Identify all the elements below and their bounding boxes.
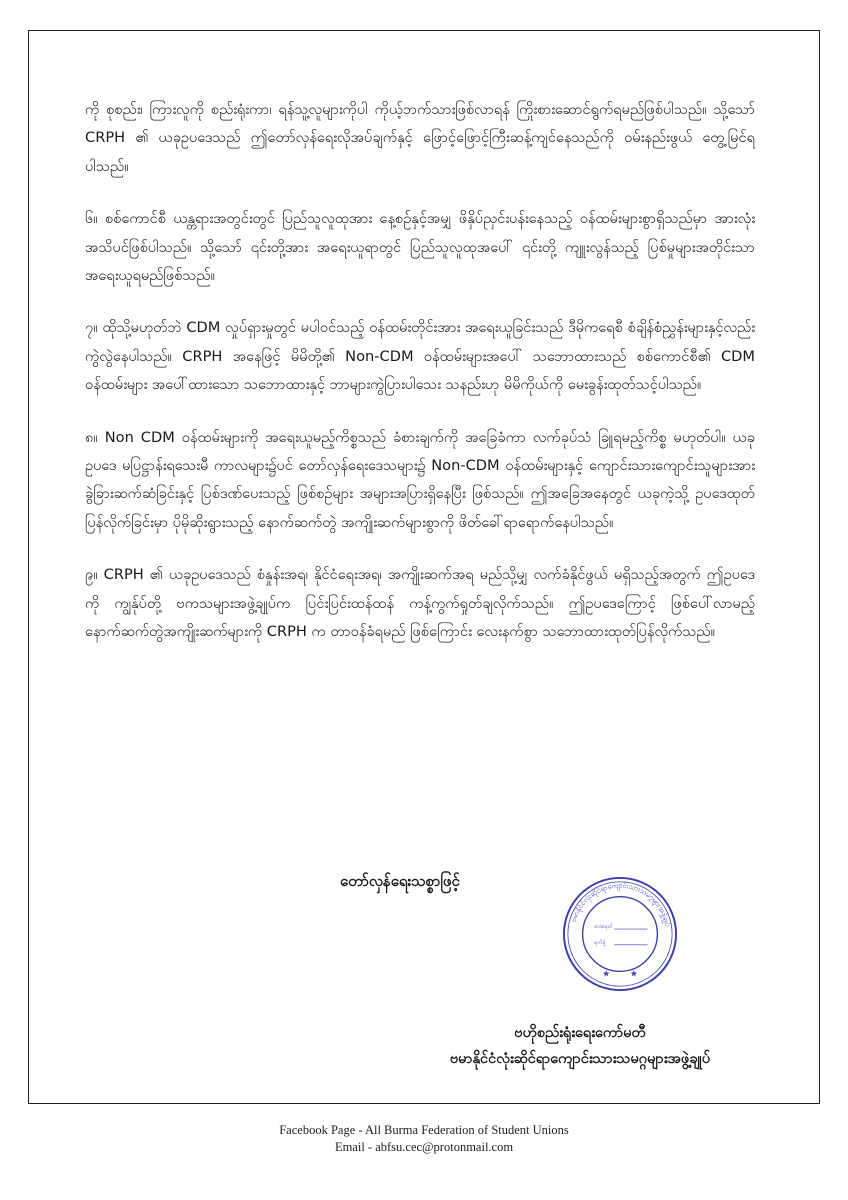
seal-ring-text: ဗမာနိုင်ငံလုံးဆိုင်ရာကျောင်းသားသမဂ္ဂများအဖွဲ့ချုပ် <box>568 880 673 928</box>
paragraph-8: ၈။ Non CDM ဝန်ထမ်းများကို အရေးယူမည့်ကိစ္စသည် ခံစားချက်ကို အခြေခံကာ လက်ခုပ်သံ ခြူရမည့်ကိစ္စ မဟုတ်ပါ။ ယခုဥပဒေ မပြဋ္ဌာန်းရသေးမီ ကာလများ၌ပင် တော်လှန်ရေးဒေသများ၌ Non-CDM ဝန်ထမ်းများနှင့် ကျောင်းသားကျောင်းသူများအား ခွဲခြားဆက်ဆံခြင်းနှင့် ပြစ်ဒဏ်ပေးသည့် ဖြစ်စဉ်များ အများအပြားရှိနေပြီး ဖြစ်သည်။ ဤအခြေအနေတွင် ယခုကဲ့သို့ ဥပဒေထုတ်ပြန်လိုက်ခြင်းမှာ ပိုမိုဆိုးရွားသည့် နောက်ဆက်တွဲ အကျိုးဆက်များစွာကို ဖိတ်ခေါ်ရာရောက်နေပါသည်။ <box>85 428 755 531</box>
committee-name: ဗဟိုစည်းရုံးရေးကော်မတီ <box>514 1024 646 1041</box>
statement-body <box>85 96 755 671</box>
seal-star-icon: ★ <box>602 969 611 980</box>
paragraph-9: ၉။ CRPH ၏ ယခုဥပဒေသည် စံနှုန်းအရ၊ နိုင်ငံရေးအရ၊ အကျိုးဆက်အရ မည်သို့မျှ လက်ခံနိုင်ဖွယ် မရှိသည့်အတွက် ဤဥပဒေကို ကျွန်ုပ်တို့ ဗကသများအဖွဲ့ချုပ်က ပြင်းပြင်းထန်ထန် ကန့်ကွက်ရှုတ်ချလိုက်သည်။ ဤဥပဒေကြောင့် ဖြစ်ပေါ်လာမည့် နောက်ဆက်တွဲအကျိုးဆက်များကို CRPH က တာဝန်ခံရမည် ဖြစ်ကြောင်း လေးနက်စွာ သဘောထားထုတ်ပြန်လိုက်သည်။ <box>85 566 755 641</box>
seal-field-label: စာအမှတ် <box>594 924 613 931</box>
footer-facebook: Facebook Page - All Burma Federation of Student Unions <box>279 1123 569 1137</box>
federation-name: ဗမာနိုင်ငံလုံးဆိုင်ရာကျောင်းသားသမဂ္ဂများအဖွဲ့ချုပ် <box>449 1050 711 1067</box>
organization-seal <box>561 875 679 993</box>
paragraph-6: ၆။ စစ်ကောင်စီ ယန္တရားအတွင်းတွင် ပြည်သူလူထုအား နေ့စဉ်နှင့်အမျှ ဖိနှိပ်ညှင်းပန်းနေသည့် ဝန်ထမ်းများစွာရှိသည်မှာ အားလုံးအသိပင်ဖြစ်ပါသည်။ သို့သော် ၎င်းတို့အား အရေးယူရာတွင် ပြည်သူလူထုအပေါ် ၎င်းတို့ ကျူးလွန်သည့် ပြစ်မှုများအတိုင်းသာ အရေးယူရမည်ဖြစ်သည်။ <box>85 210 755 285</box>
footer-email: Email - abfsu.cec@protonmail.com <box>334 1140 514 1154</box>
svg-text:ဗမာနိုင်ငံလုံးဆိုင်ရာကျောင်းသာ <box>568 880 672 928</box>
page-footer <box>0 1122 848 1156</box>
seal-star-icon: ★ <box>629 969 638 980</box>
signatory-block <box>400 1020 760 1072</box>
paragraph-7: ၇။ ထိုသို့မဟုတ်ဘဲ CDM လှုပ်ရှားမှုတွင် မပါဝင်သည့် ဝန်ထမ်းတိုင်းအား အရေးယူခြင်းသည် ဒီမိုကရေစီ စံချိန်စံညွှန်းများနှင့်လည်း ကွဲလွဲနေပါသည်။ CRPH အနေဖြင့် မိမိတို့၏ Non-CDM ဝန်ထမ်းများအပေါ် သဘောထားသည် စစ်ကောင်စီ၏ CDM ဝန်ထမ်းများ အပေါ်ထားသော သဘောထားနှင့် ဘာများကွဲပြားပါသေး သနည်းဟု မိမိကိုယ်ကို မေးခွန်းထုတ်သင့်ပါသည်။ <box>85 319 755 394</box>
signature-closing: တော်လှန်ရေးသစ္စာဖြင့် <box>340 872 460 890</box>
seal-field-label: ရက်စွဲ <box>594 939 606 946</box>
paragraph-5-continued: ကို စုစည်း၊ ကြားလူကို စည်းရုံးကာ၊ ရန်သူ့လူများကိုပါ ကိုယ့်ဘက်သားဖြစ်လာရန် ကြိုးစားဆောင်ရွက်ရမည်ဖြစ်ပါသည်။ သို့သော် CRPH ၏ ယခုဥပဒေသည် ဤတော်လှန်ရေးလိုအပ်ချက်နှင့် ဖြောင့်ဖြောင့်ကြီးဆန့်ကျင်နေသည်ကို ဝမ်းနည်းဖွယ် တွေ့မြင်ရပါသည်။ <box>85 101 755 175</box>
